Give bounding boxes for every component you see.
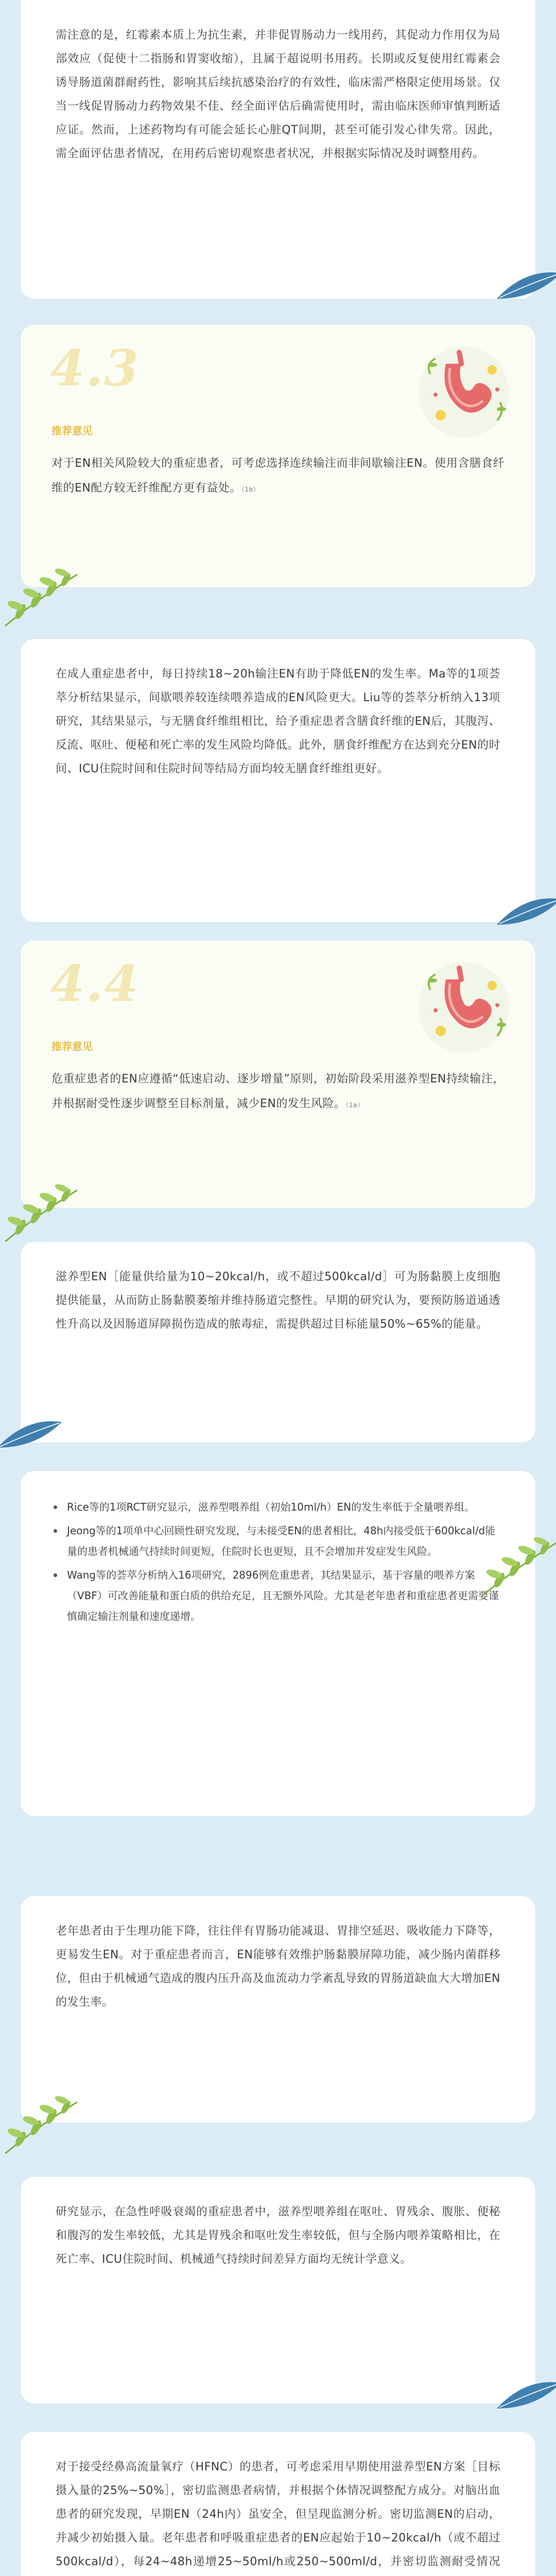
green-leaf-sprig-icon: [479, 1533, 556, 1600]
elderly-paragraph: 老年患者由于生理功能下降，往往伴有胃肠功能减退、胃排空延迟、吸收能力下降等，更易发生EN。对于重症患者而言，EN能够有效维护肠黏膜屏障功能，减少肠内菌群移位，但由于机械通气造成的腹内压升高及血流动力学紊乱导致的胃肠道缺血大大增加EN的发生率。: [56, 1925, 500, 2009]
stomach-illustration-icon: [415, 343, 513, 441]
list-item: Rice等的1项RCT研究显示，滋养型喂养组（初始10ml/h）EN的发生率低于全量喂养组。: [51, 1497, 505, 1517]
blue-leaf-icon: [494, 2378, 556, 2419]
list-item: Wang等的荟萃分析纳入16项研究，2896例危重患者，其结果显示，基于容量的喂养方案（VBF）可改善能量和蛋白质的供给充足，且无额外风险。尤其是老年患者和重症患者更需要谨慎确定输注剂量和速度递增。: [51, 1565, 505, 1626]
recommendation-body: [21, 451, 535, 527]
blue-leaf-icon: [494, 894, 556, 935]
evidence-level: （1b）: [241, 486, 260, 493]
recommendation-header: [21, 940, 535, 1053]
list-item: Jeong等的1项单中心回顾性研究发现，与未接受EN的患者相比，48h内接受低于600kcal/d能量的患者机械通气持续时间更短，住院时长也更短，且不会增加并发症发生风险。: [51, 1520, 505, 1562]
recommendation-card-4-3: [21, 325, 535, 587]
recommendation-body: [21, 1067, 535, 1142]
green-leaf-sprig-icon: [0, 2092, 82, 2159]
evidence-bullets-card: [21, 1471, 535, 1816]
recommendation-number: 4.3: [50, 339, 140, 397]
trophic-en-card: [21, 1242, 535, 1443]
recommendation-label: 推荐意见: [51, 1040, 93, 1053]
intro-card: [21, 0, 535, 299]
respiratory-failure-card: [21, 2177, 535, 2403]
trophic-en-paragraph: 滋养型EN［能量供给量为10~20kcal/h，或不超过500kcal/d］可为肠黏膜上皮细胞提供能量，从而防止肠黏膜萎缩并维持肠道完整性。早期的研究认为，要预防肠道通透性升高以及因肠道屏障损伤造成的脓毒症，需提供超过目标能量50%~65%的能量。: [56, 1270, 500, 1331]
recommendation-text: 危重症患者的EN应遵循“低速启动、逐步增量”原则，初始阶段采用滋养型EN持续输注，并根据耐受性逐步调整至目标剂量，减少EN的发生风险。: [51, 1073, 505, 1110]
blue-leaf-icon: [494, 268, 556, 309]
blue-leaf-icon: [0, 1417, 67, 1458]
recommendation-number: 4.4: [50, 955, 140, 1013]
hfnc-card: [21, 2432, 535, 2576]
evidence-level: （1a）: [345, 1101, 364, 1109]
intro-paragraph: 需注意的是，红霉素本质上为抗生素，并非促胃肠动力一线用药，其促动力作用仅为局部效应（促使十二指肠和胃窦收缩），且属于超说明书用药。长期或反复使用红霉素会诱导肠道菌群耐药性，影响其后续抗感染治疗的有效性，临床需严格限定使用场景。仅当一线促胃肠动力药物效果不佳、经全面评估后确需使用时，需由临床医师审慎判断适应证。然而，上述药物均有可能会延长心脏QT间期，甚至可能引发心律失常。因此，需全面评估患者情况，在用药后密切观察患者状况，并根据实际情况及时调整用药。: [56, 29, 500, 160]
respiratory-failure-paragraph: 研究显示，在急性呼吸衰竭的重症患者中，滋养型喂养组在呕吐、胃残余、腹胀、便秘和腹泻的发生率较低，尤其是胃残余和呕吐发生率较低，但与全肠内喂养策略相比，在死亡率、ICU住院时间、机械通气持续时间差异方面均无统计学意义。: [56, 2206, 500, 2266]
recommendation-text: 对于EN相关风险较大的重症患者，可考虑选择连续输注而非间歇输注EN。使用含膳食纤维的EN配方较无纤维配方更有益处。: [51, 457, 505, 495]
evidence-list: [51, 1497, 505, 1626]
evidence-paragraph: 在成人重症患者中，每日持续18~20h输注EN有助于降低EN的发生率。Ma等的1项荟萃分析结果显示，间歇喂养较连续喂养造成的EN风险更大。Liu等的荟萃分析纳入13项研究，其结果显示，与无膳食纤维组相比，给予重症患者含膳食纤维的EN后，其腹泻、反流、呕吐、便秘和死亡率的发生风险均降低。此外，膳食纤维配方在达到充分EN的时间、ICU住院时间和住院时间等结局方面均较无膳食纤维组更好。: [56, 668, 500, 775]
evidence-card-4-3: [21, 639, 535, 922]
recommendation-label: 推荐意见: [51, 425, 93, 437]
elderly-patients-card: [21, 1896, 535, 2123]
recommendation-card-4-4: [21, 940, 535, 1208]
hfnc-paragraph: 对于接受经鼻高流量氧疗（HFNC）的患者，可考虑采用早期使用滋养型EN方案［目标摄入量的25%~50%］，密切监测患者病情，并根据个体情况调整配方成分。对脑出血患者的研究发现，早期EN（24h内）虽安全，但呈现监测分析。密切监测EN的启动，并减少初始摄入量。老年患者和呼吸重症患者的EN应起始于10~20kcal/h（或不超过500kcal/d），每24~48h递增25~50ml/h或250~500ml/d，并密切监测耐受情况: [56, 2461, 500, 2568]
stomach-illustration-icon: [415, 959, 513, 1057]
green-leaf-sprig-icon: [0, 564, 82, 631]
recommendation-header: [21, 325, 535, 437]
green-leaf-sprig-icon: [0, 1180, 82, 1247]
